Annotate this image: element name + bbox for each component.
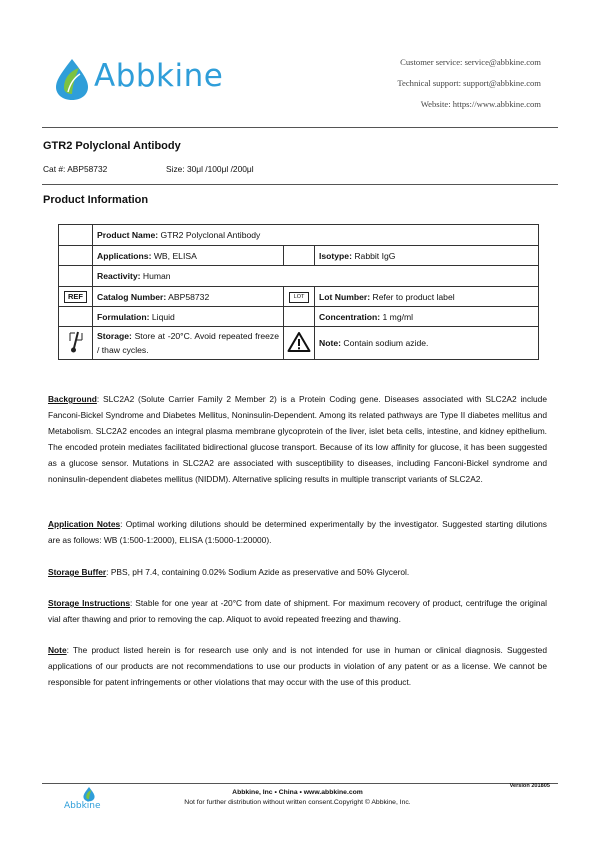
reactivity-label: Reactivity: xyxy=(97,271,141,281)
warning-icon xyxy=(287,331,311,353)
warning-icon-cell xyxy=(284,327,315,360)
footer-company-text: Abbkine, Inc • China • www.abbkine.com xyxy=(232,789,363,796)
formulation-cell xyxy=(93,307,284,327)
catalog-number-value: ABP58732 xyxy=(166,291,210,302)
reactivity-cell xyxy=(93,266,539,287)
note-value: Contain sodium azide. xyxy=(340,338,429,348)
empty-icon-cell xyxy=(59,246,93,266)
concentration-label: Concentration: xyxy=(319,311,381,322)
lot-number-label: Lot Number: xyxy=(319,291,371,302)
note-paragraph xyxy=(48,642,547,690)
note-heading: Note xyxy=(48,645,67,655)
footer-company-line xyxy=(0,789,595,796)
storage-buffer-heading: Storage Buffer xyxy=(48,567,107,577)
abbkine-logo xyxy=(52,56,272,102)
application-notes-paragraph xyxy=(48,516,547,548)
technical-support-email[interactable]: Technical support: support@abbkine.com xyxy=(397,78,541,88)
lot-icon: LOT xyxy=(289,292,310,303)
storage-instructions-paragraph xyxy=(48,595,547,627)
application-notes-text: : Optimal working dilutions should be determined experimentally by the investigator. Suggested starting dilutions are as follows: WB (1:500-1:2000), ELISA (1:5000-1:20000). xyxy=(48,519,547,545)
thermometer-icon-cell xyxy=(59,327,93,360)
reactivity-value: Human xyxy=(140,271,171,281)
empty-icon-cell xyxy=(59,266,93,287)
isotype-value: Rabbit IgG xyxy=(351,250,396,261)
lot-number-cell xyxy=(315,287,539,307)
ref-icon: REF xyxy=(64,291,87,303)
catalog-number-label: Catalog Number: xyxy=(97,291,167,302)
isotype-cell xyxy=(315,246,539,266)
thermometer-icon xyxy=(67,329,85,355)
storage-value: Store at -20°C. Avoid repeated freeze / thaw cycles. xyxy=(97,331,279,355)
product-info-table xyxy=(58,224,539,360)
size-line: Size: 30μl /100μl /200μl xyxy=(166,164,254,174)
lot-icon-cell xyxy=(284,287,315,307)
product-title: GTR2 Polyclonal Antibody xyxy=(43,140,181,152)
empty-icon-cell xyxy=(284,246,315,266)
note-cell xyxy=(315,327,539,360)
storage-label: Storage: xyxy=(97,331,132,341)
website-link[interactable]: Website: https://www.abbkine.com xyxy=(420,99,541,109)
storage-instructions-heading: Storage Instructions xyxy=(48,598,131,608)
empty-icon-cell xyxy=(284,307,315,327)
storage-buffer-text: : PBS, pH 7.4, containing 0.02% Sodium Azide as preservative and 50% Glycerol. xyxy=(106,567,410,577)
applications-cell xyxy=(93,246,284,266)
ref-icon-cell xyxy=(59,287,93,307)
section-title: Product Information xyxy=(43,194,149,206)
contact-info xyxy=(397,52,541,115)
header-divider xyxy=(42,127,558,128)
concentration-cell xyxy=(315,307,539,327)
footer-logo-text: Abbkine xyxy=(64,801,101,811)
formulation-value: Liquid xyxy=(149,311,175,322)
applications-label: Applications: xyxy=(97,250,152,261)
empty-icon-cell xyxy=(59,307,93,327)
application-notes-heading: Application Notes xyxy=(48,519,121,529)
catalog-number-cell xyxy=(93,287,284,307)
footer-copyright: Not for further distribution without written consent.Copyright © Abbkine, Inc. xyxy=(184,799,411,806)
logo-text: Abbkine xyxy=(94,58,224,94)
storage-buffer-paragraph xyxy=(48,564,547,580)
background-paragraph xyxy=(48,391,547,487)
background-heading: Background xyxy=(48,394,97,404)
background-text: : SLC2A2 (Solute Carrier Family 2 Member 2) is a Protein Coding gene. Diseases associated with SLC2A2 include Fanconi-Bickel Syndrome and Diabetes Mellitus, Noninsulin-Dependent. Among its related pathways are Type II diabetes mellitus and Metabolism. SLC2A2 encodes an integral plasma membrane glycoprotein of the liver, islet beta cells, intestine, and kidney epithelium. The encoded protein mediates facilitated bidirectional glucose transport. Because of its low affinity for glucose, it has been suggested as a glucose sensor. Mutations in SLC2A2 are associated with susceptibility to diseases, including Fanconi-Bickel syndrome and noninsulin-dependent diabetes mellitus (NIDDM). Alternative splicing results in multiple transcript variants of SLC2A2. xyxy=(48,394,547,484)
note-text: : The product listed herein is for research use only and is not intended for use in human or clinical diagnosis. Suggested applications of our products are not recommendations to use our products in violation of any patent or as a license. We cannot be responsible for patent infringements or other violations that may occur with the use of this product. xyxy=(48,645,547,687)
storage-cell xyxy=(93,327,284,360)
title-divider xyxy=(42,184,558,185)
leaf-drop-icon xyxy=(52,56,92,102)
formulation-label: Formulation: xyxy=(97,311,150,322)
customer-service-email[interactable]: Customer service: service@abbkine.com xyxy=(400,57,541,67)
catalog-line: Cat #: ABP58732 xyxy=(43,164,108,174)
note-label: Note: xyxy=(319,338,341,348)
isotype-label: Isotype: xyxy=(319,250,352,261)
version-label: Version 201805 xyxy=(509,783,550,789)
applications-value: WB, ELISA xyxy=(151,250,197,261)
footer-divider xyxy=(42,783,558,784)
concentration-value: 1 mg/ml xyxy=(380,311,414,322)
storage-instructions-text: : Stable for one year at -20°C from date of shipment. For maximum recovery of product, centrifuge the original vial after thawing and prior to removing the cap. Aliquot to avoid repeated freezing and thawing. xyxy=(48,598,548,624)
empty-icon-cell xyxy=(59,225,93,246)
product-name-label: Product Name: xyxy=(97,230,159,240)
product-name-cell xyxy=(93,225,539,246)
product-name-value: GTR2 Polyclonal Antibody xyxy=(158,230,261,240)
lot-number-value: Refer to product label xyxy=(370,291,455,302)
